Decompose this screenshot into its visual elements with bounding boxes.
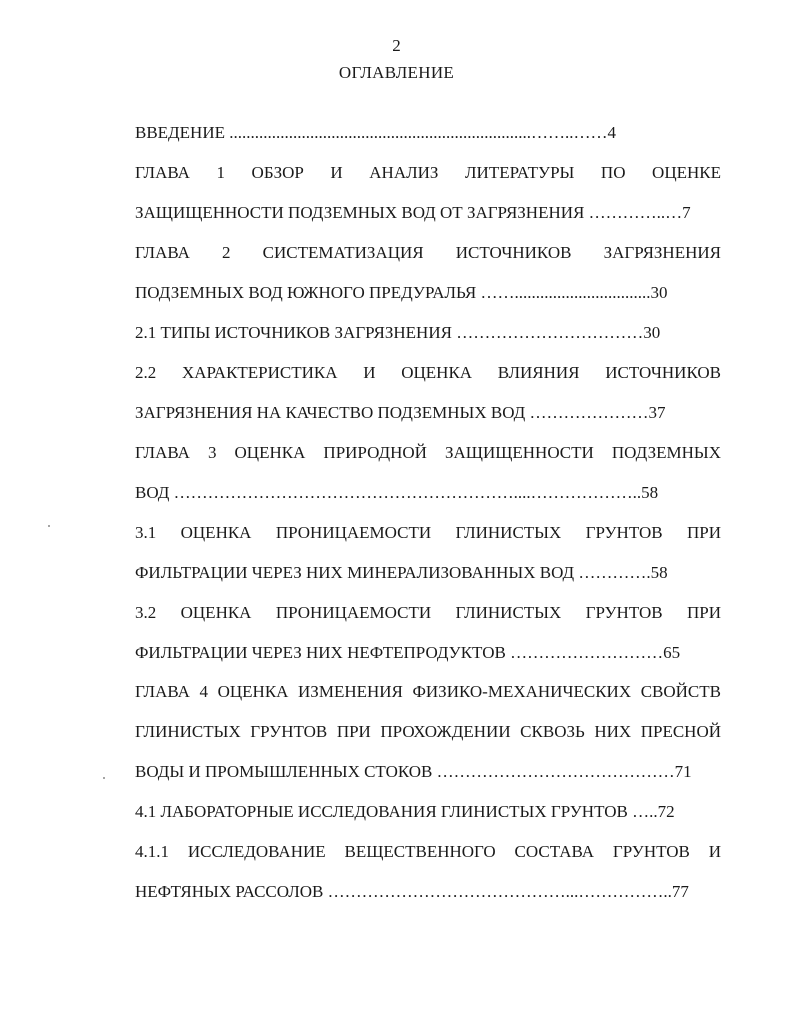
- toc-line-8: ЗАГРЯЗНЕНИЯ НА КАЧЕСТВО ПОДЗЕМНЫХ ВОД …………………37: [135, 403, 666, 422]
- scan-speck: [48, 525, 50, 527]
- toc-title: ОГЛАВЛЕНИЕ: [338, 63, 455, 82]
- toc-line-1: ВВЕДЕНИЕ .......................................................................……..……4: [135, 123, 616, 142]
- toc-line-14: ФИЛЬТРАЦИИ ЧЕРЕЗ НИХ НЕФТЕПРОДУКТОВ ………………………65: [135, 643, 681, 662]
- toc-line-20: НЕФТЯНЫХ РАССОЛОВ ……………………………………...……………..77: [135, 882, 689, 901]
- toc-line-18: 4.1 ЛАБОРАТОРНЫЕ ИССЛЕДОВАНИЯ ГЛИНИСТЫХ ГРУНТОВ …..72: [135, 802, 675, 821]
- toc-line-19: 4.1.1 ИССЛЕДОВАНИЕ ВЕЩЕСТВЕННОГО СОСТАВА ГРУНТОВ И: [135, 842, 721, 861]
- toc-line-4: ГЛАВА 2 СИСТЕМАТИЗАЦИЯ ИСТОЧНИКОВ ЗАГРЯЗНЕНИЯ: [135, 243, 721, 262]
- toc-line-12: ФИЛЬТРАЦИИ ЧЕРЕЗ НИХ МИНЕРАЛИЗОВАННЫХ ВОД ………….58: [135, 563, 668, 582]
- toc-line-13: 3.2 ОЦЕНКА ПРОНИЦАЕМОСТИ ГЛИНИСТЫХ ГРУНТОВ ПРИ: [135, 603, 721, 622]
- toc-line-10: ВОД ……………………………………………………....………………..58: [135, 483, 659, 502]
- toc-line-6: 2.1 ТИПЫ ИСТОЧНИКОВ ЗАГРЯЗНЕНИЯ ……………………………30: [135, 323, 661, 342]
- toc-line-17: ВОДЫ И ПРОМЫШЛЕННЫХ СТОКОВ ……………………………………71: [135, 762, 692, 781]
- toc-line-7: 2.2 ХАРАКТЕРИСТИКА И ОЦЕНКА ВЛИЯНИЯ ИСТОЧНИКОВ: [135, 363, 721, 382]
- toc-line-11: 3.1 ОЦЕНКА ПРОНИЦАЕМОСТИ ГЛИНИСТЫХ ГРУНТОВ ПРИ: [135, 523, 721, 542]
- toc-line-15: ГЛАВА 4 ОЦЕНКА ИЗМЕНЕНИЯ ФИЗИКО-МЕХАНИЧЕСКИХ СВОЙСТВ: [135, 682, 721, 701]
- page-number: 2: [392, 36, 401, 55]
- toc-line-16: ГЛИНИСТЫХ ГРУНТОВ ПРИ ПРОХОЖДЕНИИ СКВОЗЬ НИХ ПРЕСНОЙ: [135, 722, 721, 741]
- scan-speck: [103, 777, 105, 779]
- toc-line-5: ПОДЗЕМНЫХ ВОД ЮЖНОГО ПРЕДУРАЛЬЯ ……................................30: [135, 283, 668, 302]
- toc-line-3: ЗАЩИЩЕННОСТИ ПОДЗЕМНЫХ ВОД ОТ ЗАГРЯЗНЕНИЯ …………..…7: [135, 203, 691, 222]
- toc-line-9: ГЛАВА 3 ОЦЕНКА ПРИРОДНОЙ ЗАЩИЩЕННОСТИ ПОДЗЕМНЫХ: [135, 443, 721, 462]
- toc-line-2: ГЛАВА 1 ОБЗОР И АНАЛИЗ ЛИТЕРАТУРЫ ПО ОЦЕНКЕ: [135, 163, 721, 182]
